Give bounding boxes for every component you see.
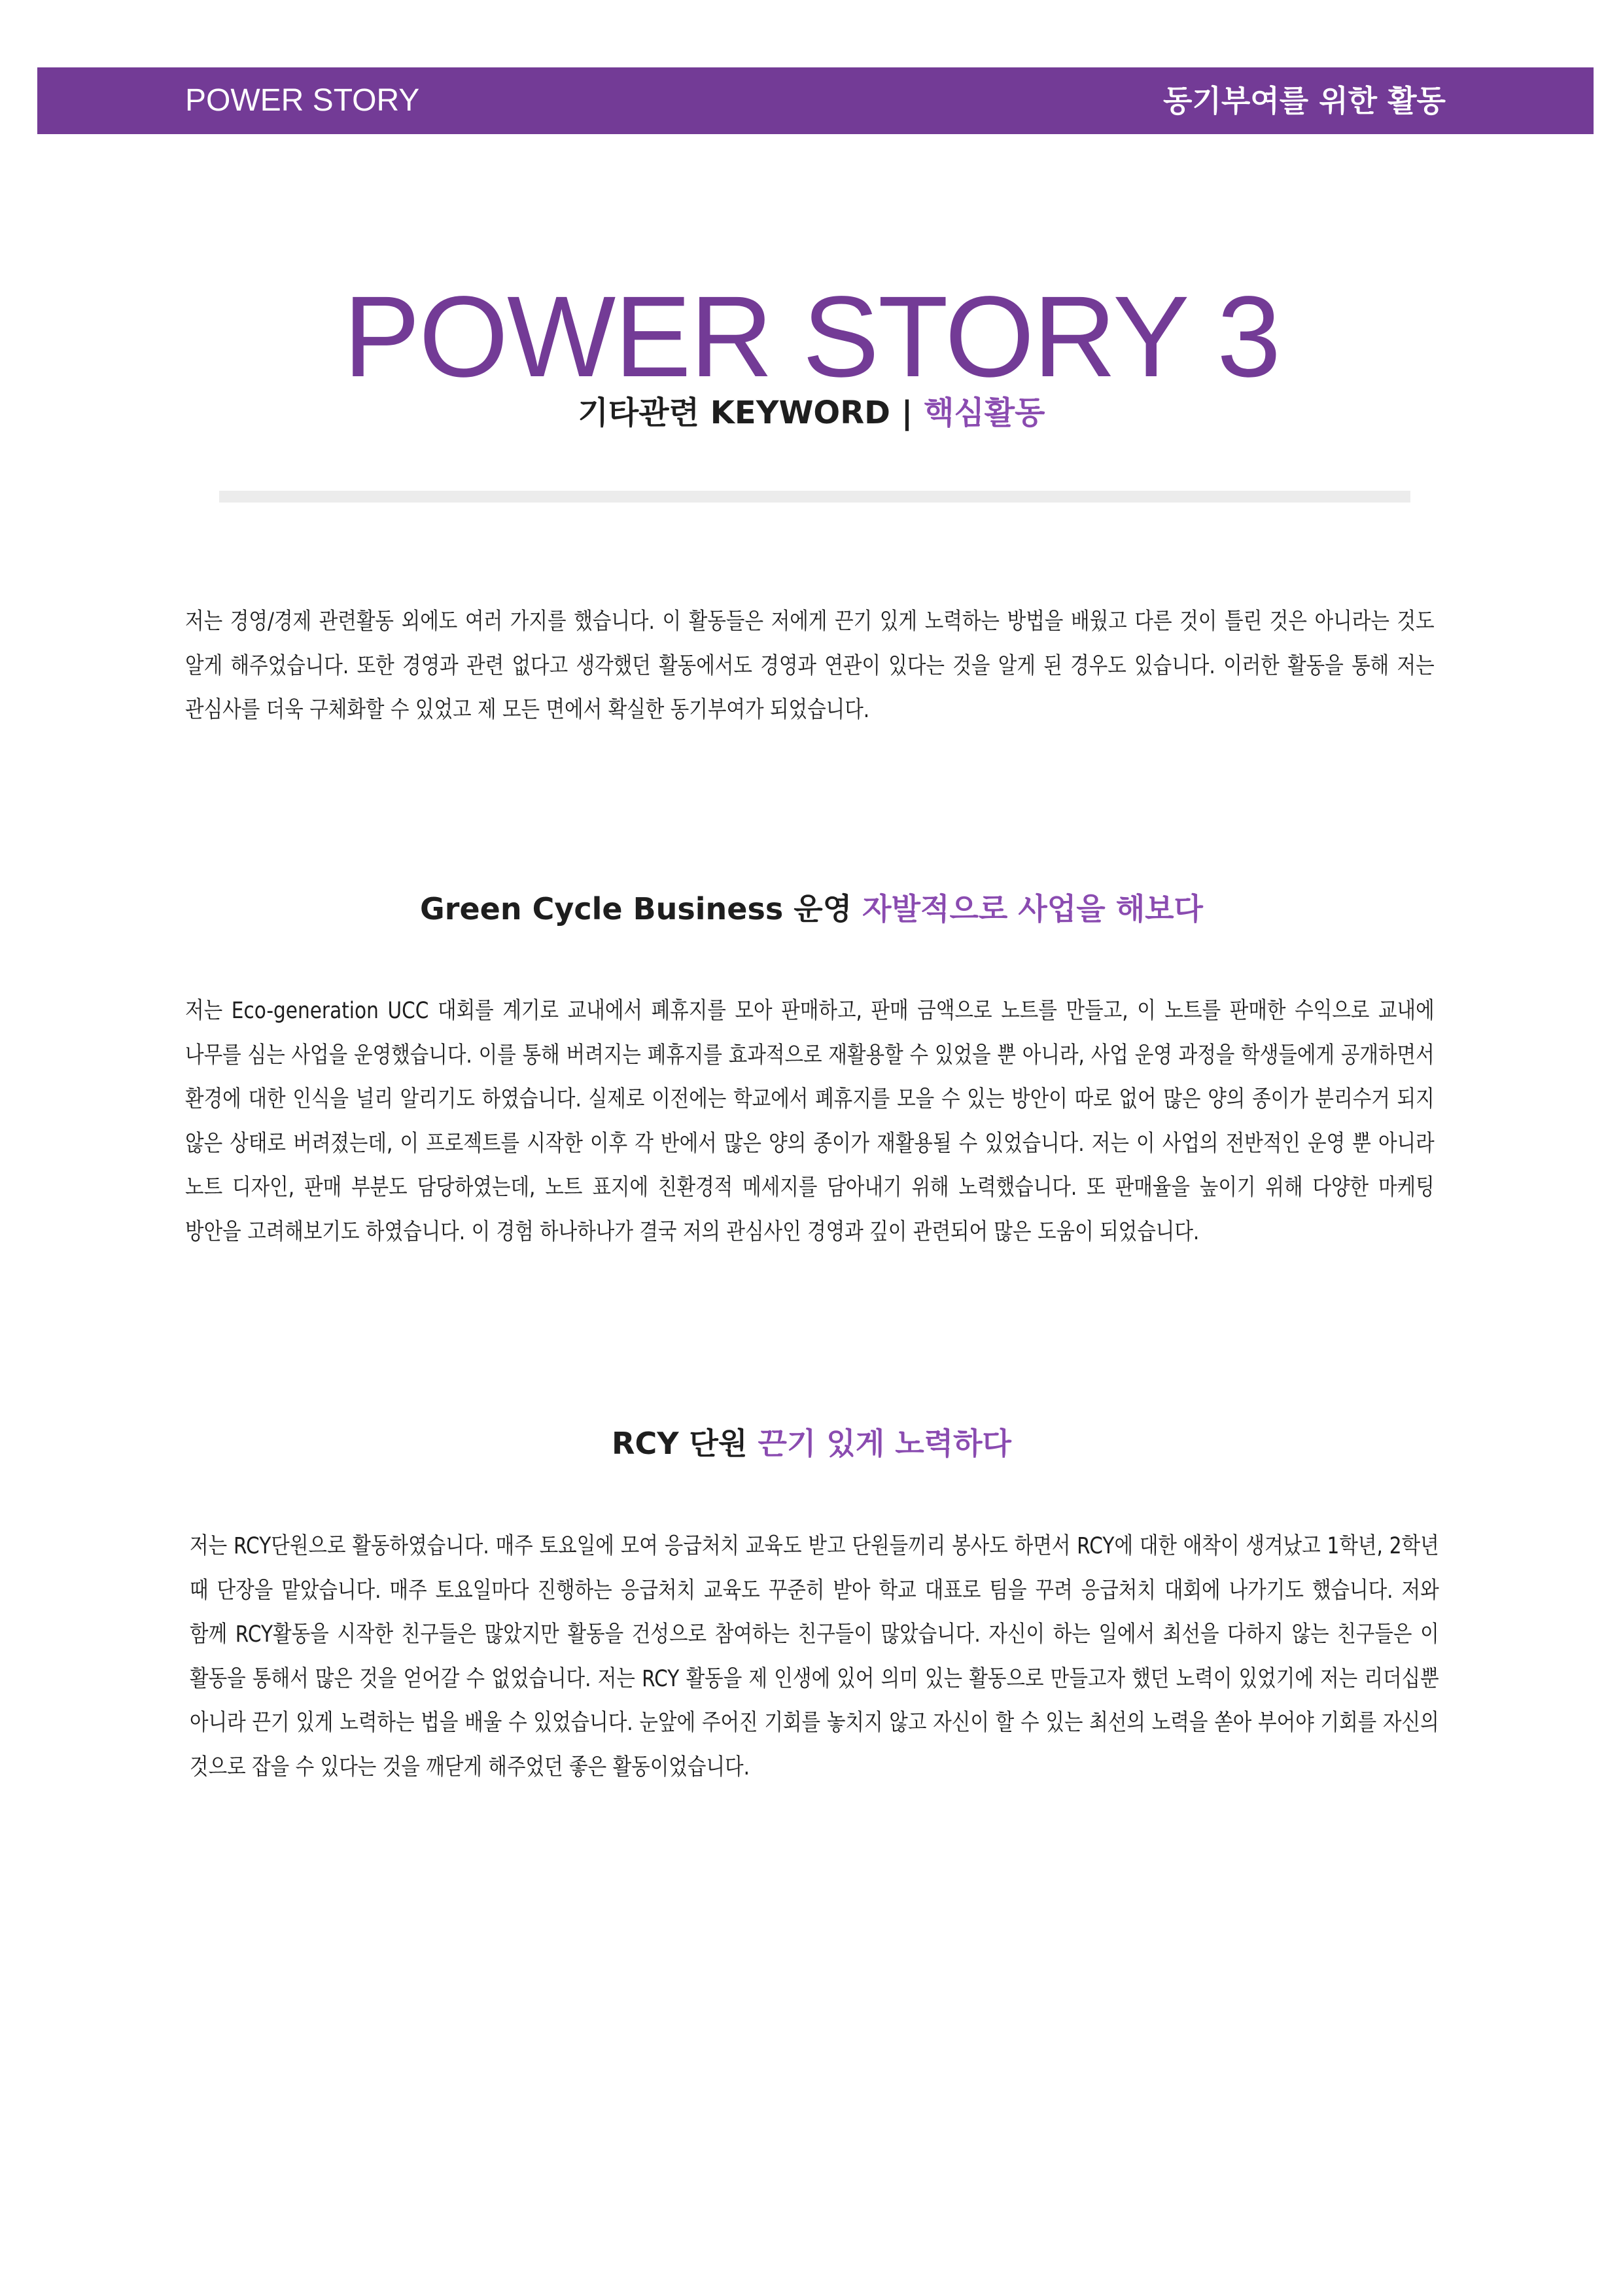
header-section-label: 동기부여를 위한 활동 [1163,83,1446,118]
section-heading-accent: 자발적으로 사업을 해보다 [862,891,1203,927]
subtitle-prefix: 기타관련 KEYWORD | [578,395,913,431]
section-heading-text: RCY 단원 [612,1426,748,1461]
header-bar [37,67,1594,134]
page-subtitle [0,390,1623,436]
section-heading-text: Green Cycle Business 운영 [420,891,852,927]
subtitle-accent: 핵심활동 [923,395,1045,431]
section-heading-accent: 끈기 있게 노력하다 [758,1426,1011,1461]
section-body-rcy: 저는 RCY단원으로 활동하였습니다. 매주 토요일에 모여 응급처치 교육도 받고 단원들끼리 봉사도 하면서 RCY에 대한 애착이 생겨났고 1학년, 2학년 때 단장을 맡았습니다. 매주 토요일마다 진행하는 응급처치 교육도 꾸준히 받아 학교 대표로 팀을 꾸려 응급처치 대회에 나가기도 했습니다. 저와 함께 RCY활동을 시작한 친구들은 많았지만 활동을 건성으로 참여하는 친구들이 많았습니다. 자신이 하는 일에서 최선을 다하지 않는 친구들은 이 활동을 통해서 많은 것을 얻어갈 수 없었습니다. 저는 RCY 활동을 제 인생에 있어 의미 있는 활동으로 만들고자 했던 노력이 있었기에 저는 리더십뿐 아니라 끈기 있게 노력하는 법을 배울 수 있었습니다. 눈앞에 주어진 기회를 놓치지 않고 자신이 할 수 있는 최선의 노력을 쏟아 부어야 기회를 자신의 것으로 잡을 수 있다는 것을 깨닫게 해주었던 좋은 활동이었습니다. [190,1533,1439,1780]
section-heading-green-cycle [0,886,1623,932]
page-title: POWER STORY 3 [343,273,1280,401]
section-body-green-cycle: 저는 Eco-generation UCC 대회를 계기로 교내에서 폐휴지를 모아 판매하고, 판매 금액으로 노트를 만들고, 이 노트를 판매한 수익으로 교내에 나무를 심는 사업을 운영했습니다. 이를 통해 버려지는 폐휴지를 효과적으로 재활용할 수 있었을 뿐 아니라, 사업 운영 과정을 학생들에게 공개하면서 환경에 대한 인식을 널리 알리기도 하였습니다. 실제로 이전에는 학교에서 폐휴지를 모을 수 있는 방안이 따로 없어 많은 양의 종이가 분리수거 되지 않은 상태로 버려졌는데, 이 프로젝트를 시작한 이후 각 반에서 많은 양의 종이가 재활용될 수 있었습니다. 저는 이 사업의 전반적인 운영 뿐 아니라 노트 디자인, 판매 부분도 담당하였는데, 노트 표지에 친환경적 메세지를 담아내기 위해 노력했습니다. 또 판매율을 높이기 위해 다양한 마케팅 방안을 고려해보기도 하였습니다. 이 경험 하나하나가 결국 저의 관심사인 경영과 깊이 관련되어 많은 도움이 되었습니다. [185,998,1435,1245]
header-title: POWER STORY [185,83,420,118]
section-heading-rcy [0,1421,1623,1466]
title-divider [219,491,1410,503]
intro-paragraph: 저는 경영/경제 관련활동 외에도 여러 가지를 했습니다. 이 활동들은 저에게 끈기 있게 노력하는 방법을 배웠고 다른 것이 틀린 것은 아니라는 것도 알게 해주었습니다. 또한 경영과 관련 없다고 생각했던 활동에서도 경영과 연관이 있다는 것을 알게 된 경우도 있습니다. 이러한 활동을 통해 저는 관심사를 더욱 구체화할 수 있었고 제 모든 면에서 확실한 동기부여가 되었습니다. [185,609,1435,723]
